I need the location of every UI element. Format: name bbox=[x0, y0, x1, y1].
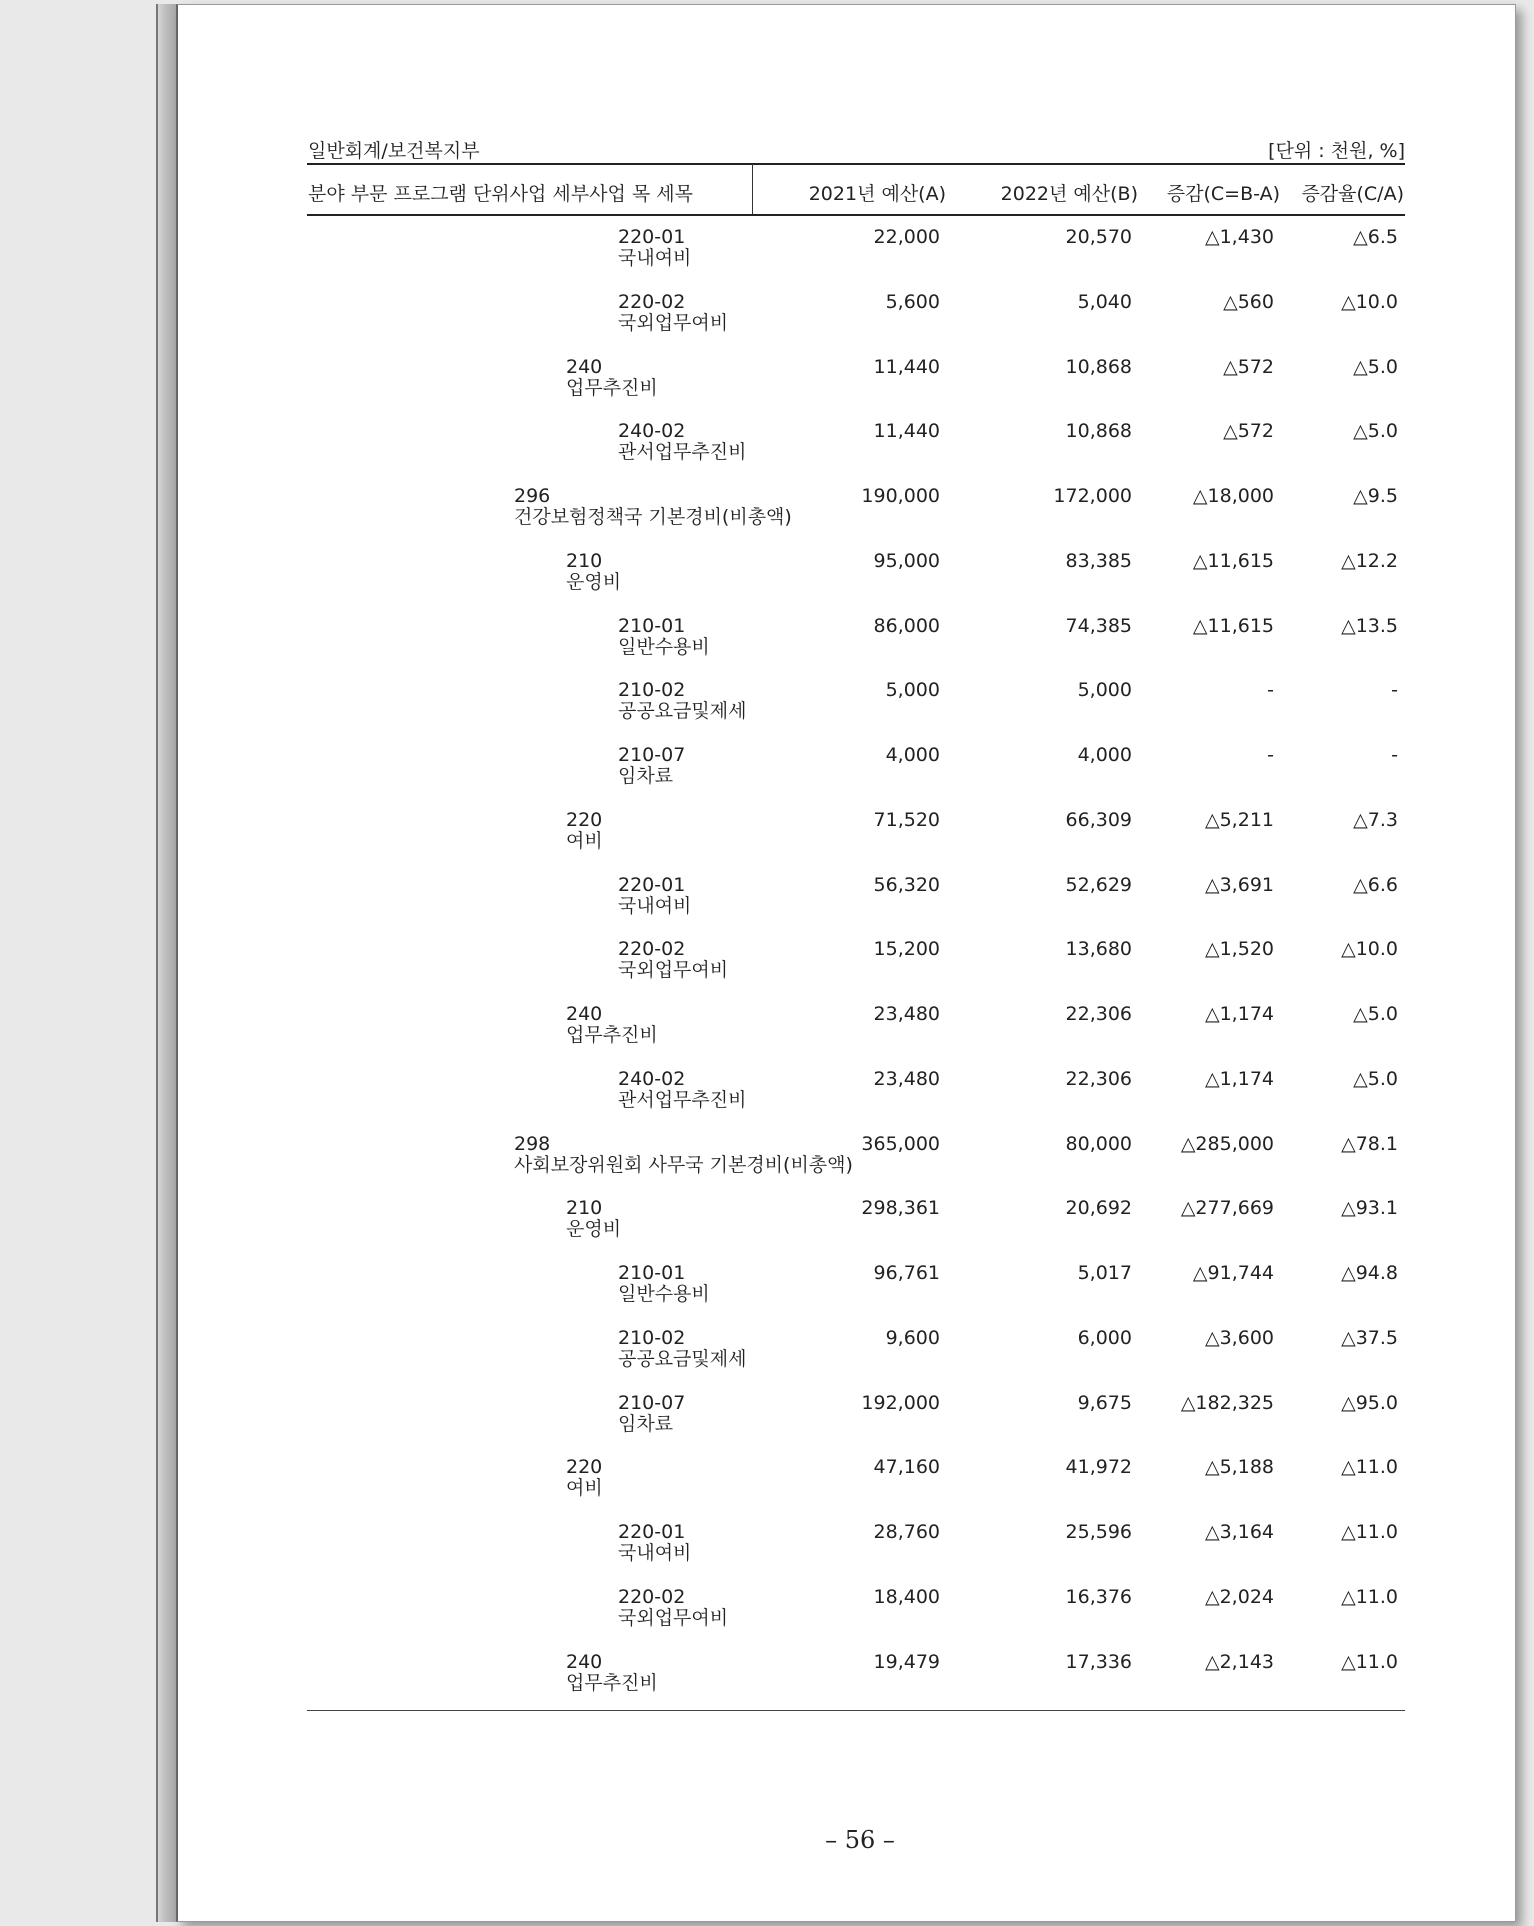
value-2021: 71,520 bbox=[873, 808, 940, 831]
row-code: 220 bbox=[566, 808, 603, 831]
value-2022: 172,000 bbox=[1053, 485, 1132, 507]
value-2021: 47,160 bbox=[873, 1456, 940, 1479]
row-label bbox=[618, 1393, 685, 1435]
row-code: 220-01 bbox=[618, 226, 686, 248]
value-rate: △6.5 bbox=[1353, 226, 1398, 248]
row-label bbox=[566, 1457, 603, 1499]
value-2022: 52,629 bbox=[1065, 873, 1132, 896]
header-2022-budget: 2022년 예산(B) bbox=[1000, 183, 1138, 205]
value-2021: 86,000 bbox=[873, 614, 940, 637]
row-label bbox=[566, 1198, 621, 1240]
value-2022: 25,596 bbox=[1065, 1521, 1132, 1543]
value-change: △572 bbox=[1223, 420, 1274, 443]
value-2021: 95,000 bbox=[873, 549, 940, 572]
row-code: 240-02 bbox=[618, 420, 686, 443]
row-code: 220-01 bbox=[618, 1521, 686, 1543]
row-label bbox=[618, 1069, 746, 1111]
table-row bbox=[0, 486, 1534, 546]
row-name: 건강보험정책국 기본경비(비총액) bbox=[514, 506, 792, 528]
value-rate: △5.0 bbox=[1353, 1067, 1398, 1090]
value-2022: 22,306 bbox=[1065, 1067, 1132, 1090]
value-change: △1,174 bbox=[1204, 1003, 1274, 1025]
value-2022: 5,017 bbox=[1077, 1262, 1132, 1284]
value-2022: 16,376 bbox=[1065, 1585, 1132, 1608]
value-2021: 5,600 bbox=[885, 290, 940, 313]
row-name: 국내여비 bbox=[618, 894, 692, 917]
value-2022: 20,570 bbox=[1065, 226, 1132, 248]
row-label bbox=[566, 551, 621, 593]
row-label bbox=[514, 486, 792, 528]
value-2022: 83,385 bbox=[1065, 549, 1132, 572]
value-rate: - bbox=[1391, 744, 1398, 766]
row-label bbox=[618, 680, 746, 722]
value-rate: △78.1 bbox=[1341, 1132, 1398, 1155]
row-code: 220-02 bbox=[618, 938, 686, 961]
row-label bbox=[618, 1522, 691, 1564]
value-change: △2,024 bbox=[1204, 1585, 1274, 1608]
row-name: 일반수용비 bbox=[618, 1283, 710, 1305]
table-row bbox=[0, 1652, 1534, 1712]
table-row bbox=[0, 1393, 1534, 1453]
row-code: 210-01 bbox=[618, 1262, 686, 1284]
row-label bbox=[566, 1004, 658, 1046]
row-code: 240 bbox=[566, 355, 603, 378]
row-name: 국내여비 bbox=[618, 1542, 692, 1564]
value-2021: 298,361 bbox=[861, 1197, 940, 1220]
row-code: 210 bbox=[566, 1197, 603, 1220]
value-change: △1,430 bbox=[1204, 226, 1274, 248]
value-change: △2,143 bbox=[1204, 1650, 1274, 1673]
table-row bbox=[0, 1328, 1534, 1388]
value-change: △572 bbox=[1223, 355, 1274, 378]
value-change: △182,325 bbox=[1180, 1391, 1274, 1414]
value-2022: 17,336 bbox=[1065, 1650, 1132, 1673]
value-2022: 80,000 bbox=[1065, 1132, 1132, 1155]
value-rate: △13.5 bbox=[1341, 614, 1398, 637]
value-change: △3,164 bbox=[1204, 1521, 1274, 1543]
row-code: 240-02 bbox=[618, 1067, 686, 1090]
row-name: 운영비 bbox=[566, 1218, 622, 1241]
table-bottom-rule bbox=[307, 1710, 1405, 1711]
row-name: 일반수용비 bbox=[618, 635, 710, 658]
value-change: △5,188 bbox=[1204, 1456, 1274, 1479]
row-name: 관서업무추진비 bbox=[618, 441, 747, 464]
row-name: 관서업무추진비 bbox=[618, 1088, 747, 1111]
table-row bbox=[0, 421, 1534, 481]
row-code: 220 bbox=[566, 1456, 603, 1479]
value-2021: 192,000 bbox=[861, 1391, 940, 1414]
table-row bbox=[0, 1004, 1534, 1064]
table-row bbox=[0, 551, 1534, 611]
value-2022: 4,000 bbox=[1077, 744, 1132, 766]
header-separator bbox=[752, 164, 753, 215]
row-label bbox=[566, 1652, 658, 1694]
value-change: △5,211 bbox=[1204, 808, 1274, 831]
value-2022: 66,309 bbox=[1065, 808, 1132, 831]
value-rate: △6.6 bbox=[1353, 873, 1398, 896]
row-code: 210-02 bbox=[618, 679, 686, 702]
value-2022: 41,972 bbox=[1065, 1456, 1132, 1479]
value-2021: 11,440 bbox=[873, 420, 940, 443]
row-name: 업무추진비 bbox=[566, 1671, 658, 1694]
row-name: 공공요금및제세 bbox=[618, 1347, 747, 1370]
row-label bbox=[618, 227, 691, 269]
value-2021: 365,000 bbox=[861, 1132, 940, 1155]
value-rate: △11.0 bbox=[1341, 1521, 1398, 1543]
row-code: 240 bbox=[566, 1003, 603, 1025]
value-change: △11,615 bbox=[1192, 549, 1274, 572]
value-2022: 6,000 bbox=[1077, 1326, 1132, 1349]
table-row bbox=[0, 227, 1534, 287]
value-rate: △5.0 bbox=[1353, 1003, 1398, 1025]
row-label bbox=[566, 357, 658, 399]
value-change: - bbox=[1267, 744, 1274, 766]
row-code: 296 bbox=[514, 485, 551, 507]
table-row bbox=[0, 357, 1534, 417]
table-row bbox=[0, 810, 1534, 870]
value-change: △3,600 bbox=[1204, 1326, 1274, 1349]
table-row bbox=[0, 1263, 1534, 1323]
value-rate: △93.1 bbox=[1341, 1197, 1398, 1220]
value-2021: 28,760 bbox=[873, 1521, 940, 1543]
row-code: 210-07 bbox=[618, 1391, 686, 1414]
table-top-rule bbox=[307, 163, 1405, 165]
table-row bbox=[0, 1522, 1534, 1582]
value-2022: 10,868 bbox=[1065, 420, 1132, 443]
page-number: – 56 – bbox=[825, 1826, 895, 1854]
value-2022: 9,675 bbox=[1077, 1391, 1132, 1414]
row-label bbox=[618, 1263, 710, 1305]
value-2021: 5,000 bbox=[885, 679, 940, 702]
table-row bbox=[0, 616, 1534, 676]
row-code: 210-07 bbox=[618, 744, 686, 766]
row-code: 220-02 bbox=[618, 290, 686, 313]
value-rate: △10.0 bbox=[1341, 938, 1398, 961]
row-name: 국외업무여비 bbox=[618, 1606, 729, 1629]
value-change: △277,669 bbox=[1180, 1197, 1274, 1220]
row-label bbox=[618, 1328, 746, 1370]
row-name: 임차료 bbox=[618, 765, 674, 787]
value-2022: 20,692 bbox=[1065, 1197, 1132, 1220]
table-header-rule bbox=[307, 214, 1405, 216]
row-code: 210 bbox=[566, 549, 603, 572]
row-label bbox=[618, 875, 691, 917]
value-2021: 19,479 bbox=[873, 1650, 940, 1673]
value-change: △3,691 bbox=[1204, 873, 1274, 896]
value-change: - bbox=[1267, 679, 1274, 702]
value-2021: 96,761 bbox=[873, 1262, 940, 1284]
table-row bbox=[0, 939, 1534, 999]
header-change: 증감(C=B-A) bbox=[1166, 183, 1280, 205]
value-rate: △37.5 bbox=[1341, 1326, 1398, 1349]
table-row bbox=[0, 1134, 1534, 1194]
value-2021: 190,000 bbox=[861, 485, 940, 507]
row-label bbox=[618, 745, 685, 787]
header-2021-budget: 2021년 예산(A) bbox=[808, 183, 946, 205]
row-name: 국내여비 bbox=[618, 247, 692, 269]
value-rate: - bbox=[1391, 679, 1398, 702]
table-row bbox=[0, 1198, 1534, 1258]
value-rate: △7.3 bbox=[1353, 808, 1398, 831]
unit-label: [단위 : 천원, %] bbox=[1268, 140, 1405, 162]
table-row bbox=[0, 680, 1534, 740]
row-name: 업무추진비 bbox=[566, 1024, 658, 1046]
row-name: 국외업무여비 bbox=[618, 311, 729, 334]
row-code: 220-02 bbox=[618, 1585, 686, 1608]
row-name: 임차료 bbox=[618, 1412, 674, 1435]
value-rate: △5.0 bbox=[1353, 420, 1398, 443]
row-name: 여비 bbox=[566, 829, 603, 852]
value-2022: 13,680 bbox=[1065, 938, 1132, 961]
value-change: △91,744 bbox=[1192, 1262, 1274, 1284]
value-2021: 18,400 bbox=[873, 1585, 940, 1608]
value-2022: 5,040 bbox=[1077, 290, 1132, 313]
row-label bbox=[566, 810, 603, 852]
value-2021: 23,480 bbox=[873, 1003, 940, 1025]
row-name: 업무추진비 bbox=[566, 376, 658, 399]
value-2022: 22,306 bbox=[1065, 1003, 1132, 1025]
row-label bbox=[618, 1587, 728, 1629]
table-row bbox=[0, 1587, 1534, 1647]
table-row bbox=[0, 745, 1534, 805]
value-2021: 23,480 bbox=[873, 1067, 940, 1090]
value-2021: 11,440 bbox=[873, 355, 940, 378]
row-name: 운영비 bbox=[566, 570, 622, 593]
row-code: 210-02 bbox=[618, 1326, 686, 1349]
table-row bbox=[0, 1069, 1534, 1129]
value-rate: △95.0 bbox=[1341, 1391, 1398, 1414]
row-code: 298 bbox=[514, 1132, 551, 1155]
row-label bbox=[618, 616, 710, 658]
row-label bbox=[618, 292, 728, 334]
header-change-rate: 증감율(C/A) bbox=[1301, 183, 1404, 205]
table-row bbox=[0, 292, 1534, 352]
row-name: 공공요금및제세 bbox=[618, 700, 747, 723]
row-name: 국외업무여비 bbox=[618, 959, 729, 982]
row-label bbox=[618, 939, 728, 981]
row-code: 210-01 bbox=[618, 614, 686, 637]
row-label bbox=[618, 421, 746, 463]
value-change: △1,174 bbox=[1204, 1067, 1274, 1090]
value-rate: △12.2 bbox=[1341, 549, 1398, 572]
value-rate: △11.0 bbox=[1341, 1650, 1398, 1673]
header-category: 분야 부문 프로그램 단위사업 세부사업 목 세목 bbox=[308, 183, 693, 205]
value-rate: △9.5 bbox=[1353, 485, 1398, 507]
value-rate: △10.0 bbox=[1341, 290, 1398, 313]
value-2022: 5,000 bbox=[1077, 679, 1132, 702]
value-2021: 4,000 bbox=[885, 744, 940, 766]
row-name: 여비 bbox=[566, 1477, 603, 1500]
value-change: △18,000 bbox=[1192, 485, 1274, 507]
value-2021: 22,000 bbox=[873, 226, 940, 248]
value-change: △11,615 bbox=[1192, 614, 1274, 637]
value-change: △1,520 bbox=[1204, 938, 1274, 961]
value-rate: △5.0 bbox=[1353, 355, 1398, 378]
account-title: 일반회계/보건복지부 bbox=[308, 140, 480, 162]
value-2022: 10,868 bbox=[1065, 355, 1132, 378]
value-2021: 56,320 bbox=[873, 873, 940, 896]
table-row bbox=[0, 875, 1534, 935]
row-name: 사회보장위원회 사무국 기본경비(비총액) bbox=[514, 1153, 853, 1176]
value-rate: △94.8 bbox=[1341, 1262, 1398, 1284]
value-2021: 9,600 bbox=[885, 1326, 940, 1349]
row-code: 240 bbox=[566, 1650, 603, 1673]
table-row bbox=[0, 1457, 1534, 1517]
value-rate: △11.0 bbox=[1341, 1585, 1398, 1608]
value-2021: 15,200 bbox=[873, 938, 940, 961]
value-2022: 74,385 bbox=[1065, 614, 1132, 637]
value-change: △560 bbox=[1223, 290, 1274, 313]
value-rate: △11.0 bbox=[1341, 1456, 1398, 1479]
value-change: △285,000 bbox=[1180, 1132, 1274, 1155]
row-code: 220-01 bbox=[618, 873, 686, 896]
